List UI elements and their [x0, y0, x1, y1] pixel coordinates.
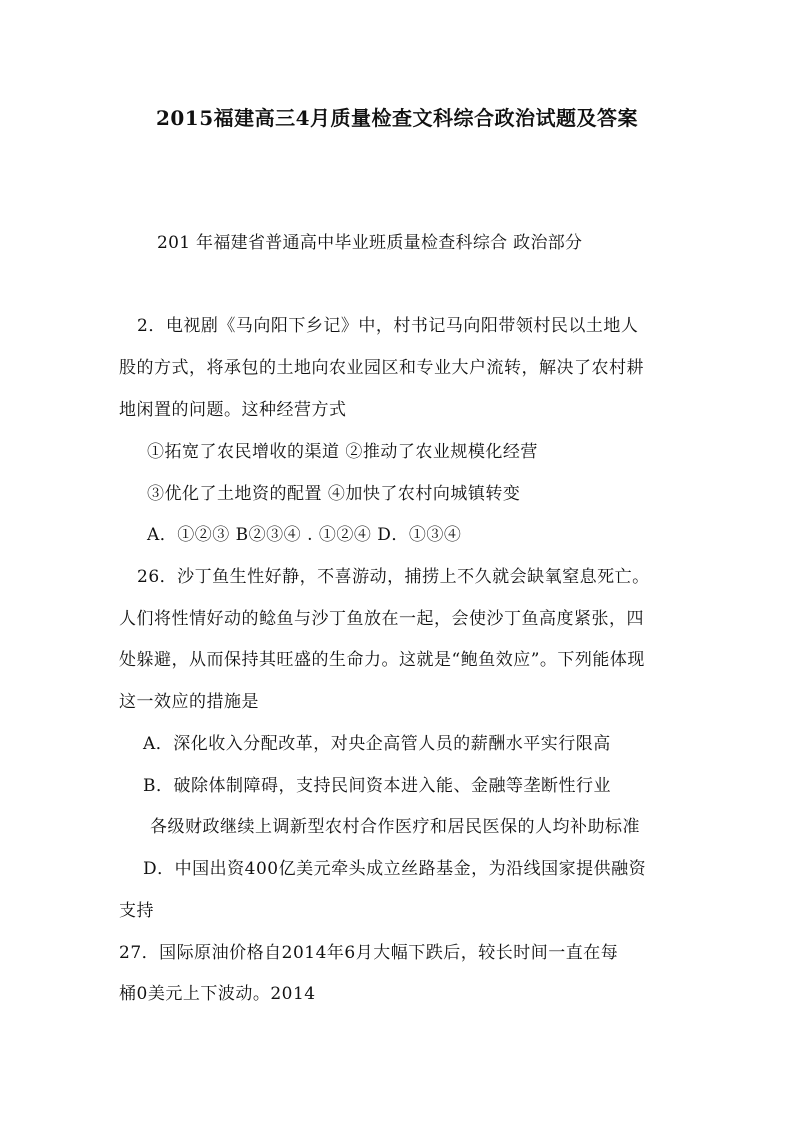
q2-option-2: ③优化了土地资的配置 ④加快了农村向城镇转变 [147, 484, 521, 504]
q26-option-d-line-2: 支持 [119, 901, 154, 921]
document-title: 2015福建高三4月质量检查文科综合政治试题及答案 [155, 106, 639, 130]
q26-line-3: 处躲避，从而保持其旺盛的生命力。这就是“鲍鱼效应”。下列能体现 [119, 650, 645, 670]
q26-option-a: A．深化收入分配改革，对央企高管人员的薪酬水平实行限高 [143, 734, 611, 754]
q2-line-3: 地闲置的问题。这种经营方式 [119, 400, 347, 420]
q2-line-2: 股的方式，将承包的土地向农业园区和专业大户流转，解决了农村耕 [119, 358, 644, 378]
q2-option-1: ①拓宽了农民增收的渠道 ②推动了农业规模化经营 [147, 442, 538, 462]
q26-line-1: 26．沙丁鱼生性好静，不喜游动，捕捞上不久就会缺氧窒息死亡。 [137, 567, 650, 587]
q2-choices: A．①②③ B②③④ . ①②④ D．①③④ [147, 525, 462, 545]
q27-line-2: 桶0美元上下波动。2014 [119, 984, 316, 1004]
q2-line-1: 2．电视剧《马向阳下乡记》中，村书记马向阳带领村民以土地人 [137, 316, 639, 336]
q26-line-2: 人们将性情好动的鲶鱼与沙丁鱼放在一起，会使沙丁鱼高度紧张，四 [119, 609, 644, 629]
q27-line-1: 27．国际原油价格自2014年6月大幅下跌后，较长时间一直在每 [119, 943, 619, 963]
q26-option-d-line-1: D．中国出资400亿美元牵头成立丝路基金，为沿线国家提供融资 [143, 859, 647, 879]
q26-option-c: 各级财政继续上调新型农村合作医疗和居民医保的人均补助标准 [150, 817, 640, 837]
document-subtitle: 201 年福建省普通高中毕业班质量检查科综合 政治部分 [157, 233, 583, 253]
q26-line-4: 这一效应的措施是 [119, 692, 259, 712]
q26-option-b: B．破除体制障碍，支持民间资本进入能、金融等垄断性行业 [143, 776, 611, 796]
